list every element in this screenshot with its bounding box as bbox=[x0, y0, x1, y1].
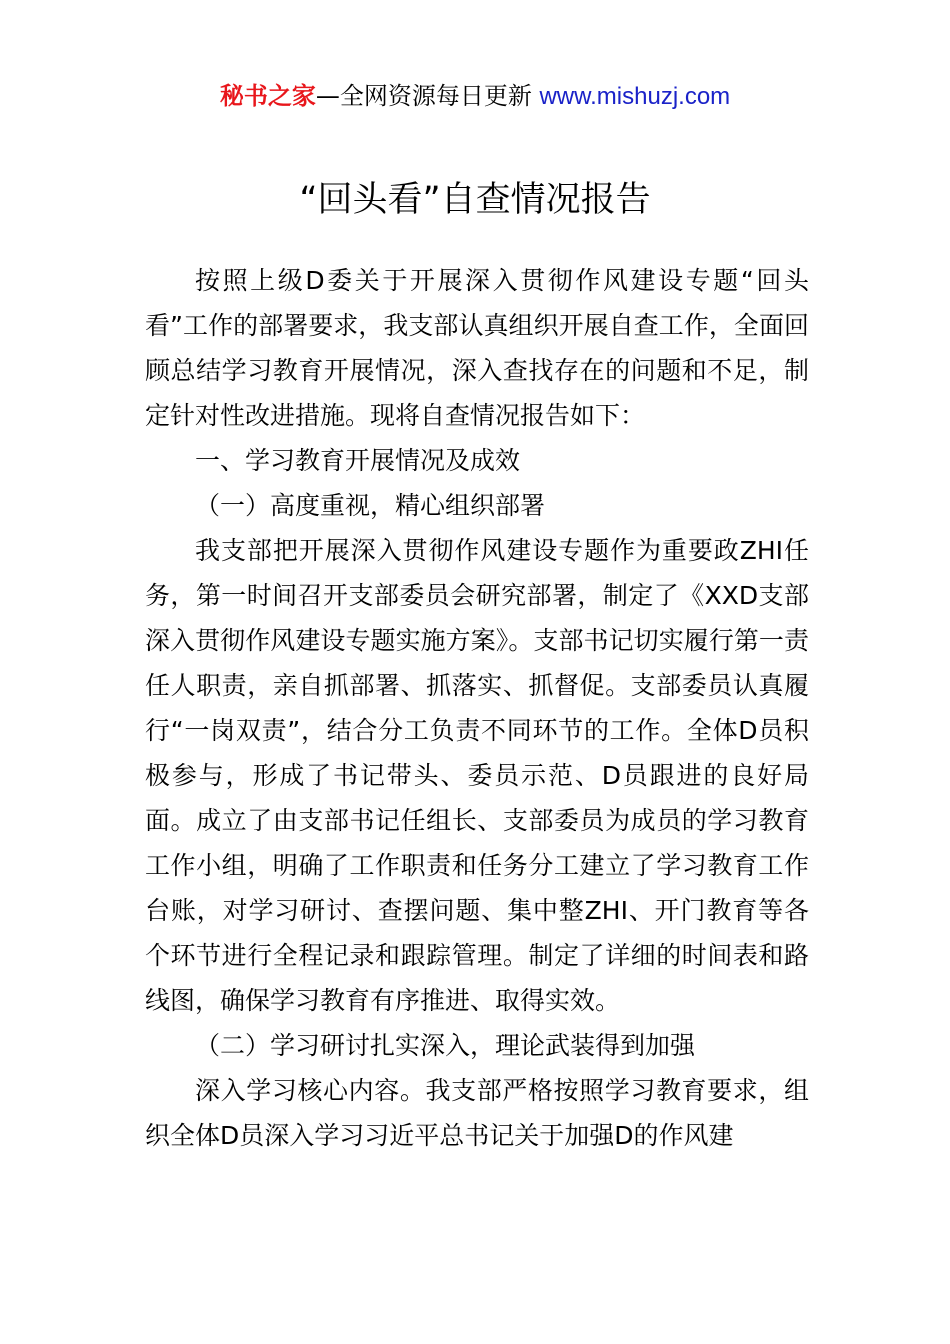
document-title: “回头看”自查情况报告 bbox=[299, 180, 651, 220]
site-url-link[interactable]: www.mishuzj.com bbox=[539, 83, 731, 110]
body-paragraph-1: 我支部把开展深入贯彻作风建设专题作为重要政ZHI任务，第一时间召开支部委员会研究部署，制定了《XXD支部深入贯彻作风建设专题实施方案》。支部书记切实履行第一责任人职责，亲自抓部署、抓落实、抓督促。支部委员认真履行“一岗双责”，结合分工负责不同环节的工作。全体D员积极参与，形成了书记带头、委员示范、D员跟进的良好局面。成立了由支部书记任组长、支部委员为成员的学习教育工作小组，明确了工作职责和任务分工建立了学习教育工作台账，对学习研讨、查摆问题、集中整ZHI、开门教育等各个环节进行全程记录和跟踪管理。制定了详细的时间表和路线图，确保学习教育有序推进、取得实效。 bbox=[145, 536, 809, 1015]
subsection-heading-1: （一）高度重视，精心组织部署 bbox=[195, 491, 546, 520]
subsection-heading-2: （二）学习研讨扎实深入，理论武装得到加强 bbox=[195, 1031, 696, 1060]
site-header bbox=[0, 80, 950, 113]
body-paragraph-2: 深入学习核心内容。我支部严格按照学习教育要求，组织全体D员深入学习习近平总书记关于加强D的作风建 bbox=[145, 1076, 809, 1150]
section-heading-1: 一、学习教育开展情况及成效 bbox=[195, 446, 521, 475]
document-body bbox=[145, 258, 809, 1158]
intro-paragraph: 按照上级D委关于开展深入贯彻作风建设专题“回头看”工作的部署要求，我支部认真组织开展自查工作，全面回顾总结学习教育开展情况，深入查找存在的问题和不足，制定针对性改进措施。现将自查情况报告如下： bbox=[145, 266, 809, 430]
site-tagline: —全网资源每日更新 bbox=[315, 82, 540, 110]
site-brand: 秘书之家 bbox=[219, 82, 316, 110]
